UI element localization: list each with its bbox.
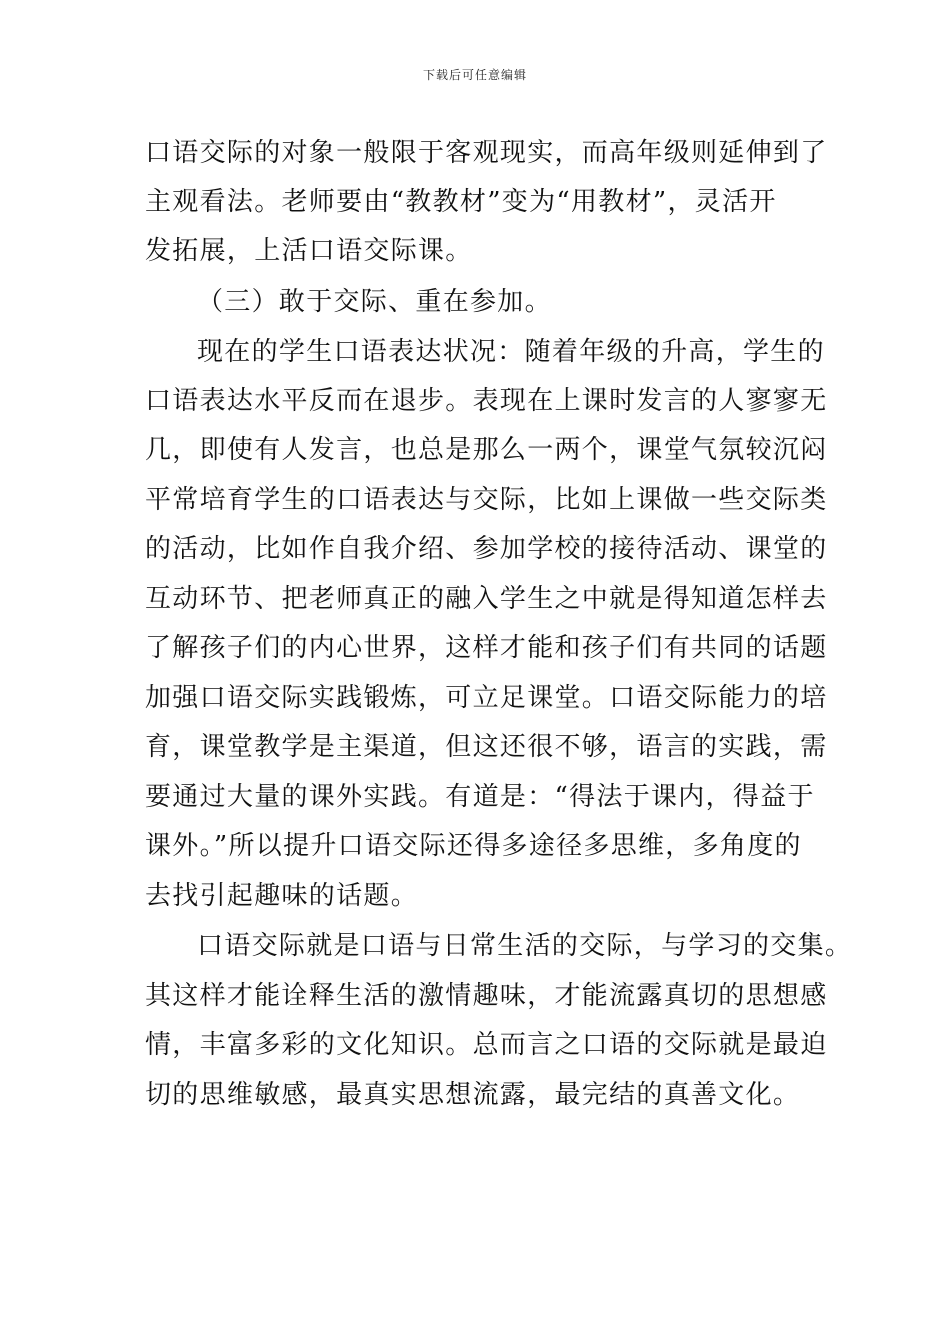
text-line: 课外。”所以提升口语交际还得多途径多思维，多角度的 [145, 831, 802, 861]
section-heading: （三）敢于交际、重在参加。 [197, 287, 552, 317]
text-line: 口语交际的对象一般限于客观现实，而高年级则延伸到了 [145, 138, 828, 168]
text-line: 了解孩子们的内心世界，这样才能和孩子们有共同的话题 [145, 633, 828, 663]
text-line: 育，课堂教学是主渠道，但这还很不够，语言的实践，需 [145, 732, 828, 762]
text-line: 平常培育学生的口语表达与交际，比如上课做一些交际类 [145, 485, 828, 515]
text-line: 切的思维敏感，最真实思想流露，最完结的真善文化。 [145, 1080, 801, 1110]
text-line: 情，丰富多彩的文化知识。总而言之口语的交际就是最迫 [145, 1030, 828, 1060]
text-line: 去找引起趣味的话题。 [145, 881, 419, 911]
page-header: 下载后可任意编辑 [422, 68, 527, 82]
text-line: 主观看法。老师要由“教教材”变为“用教材”，灵活开 [145, 187, 777, 217]
text-line: 加强口语交际实践锻炼，可立足课堂。口语交际能力的培 [145, 683, 828, 713]
text-line: 几，即使有人发言，也总是那么一两个，课堂气氛较沉闷 [145, 435, 828, 465]
text-line: 口语表达水平反而在退步。表现在上课时发言的人寥寥无 [145, 386, 828, 416]
text-line: 其这样才能诠释生活的激情趣味，才能流露真切的思想感 [145, 981, 828, 1011]
text-line: 口语交际就是口语与日常生活的交际，与学习的交集。 [197, 931, 853, 961]
text-line: 要通过大量的课外实践。有道是：“得法于课内，得益于 [145, 782, 815, 812]
text-line: 现在的学生口语表达状况：随着年级的升高，学生的 [197, 337, 825, 367]
text-line: 发拓展，上活口语交际课。 [145, 236, 473, 266]
text-line: 的活动，比如作自我介绍、参加学校的接待活动、课堂的 [145, 534, 828, 564]
text-line: 互动环节、把老师真正的融入学生之中就是得知道怎样去 [145, 584, 828, 614]
